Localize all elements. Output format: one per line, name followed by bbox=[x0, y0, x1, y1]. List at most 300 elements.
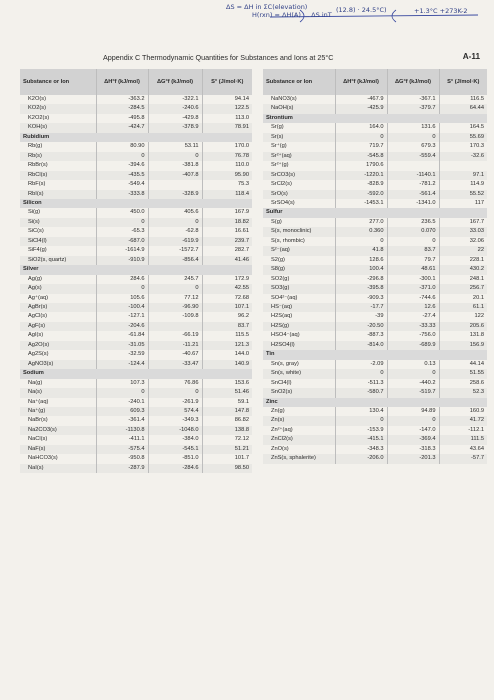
enthalpy-cell: -153.9 bbox=[335, 426, 387, 435]
gibbs-cell: -1140.1 bbox=[387, 171, 439, 180]
substance-cell: Na⁺(g) bbox=[20, 407, 96, 416]
entropy-cell: 16.61 bbox=[234, 228, 249, 235]
table-row bbox=[263, 152, 487, 161]
enthalpy-cell: -284.5 bbox=[96, 104, 148, 113]
substance-cell: Sn(s, gray) bbox=[263, 360, 335, 369]
table-row bbox=[263, 199, 487, 208]
substance-cell: H2S(aq) bbox=[263, 312, 335, 321]
enthalpy-cell: -31.05 bbox=[96, 341, 148, 350]
gibbs-cell: -545.1 bbox=[148, 445, 202, 454]
gibbs-cell: -378.9 bbox=[148, 123, 202, 132]
table-row bbox=[263, 426, 487, 435]
gibbs-cell: -349.3 bbox=[148, 416, 202, 425]
enthalpy-cell: -580.7 bbox=[335, 388, 387, 397]
gibbs-cell: 574.4 bbox=[148, 407, 202, 416]
table-row bbox=[20, 322, 252, 331]
section-title: Zinc bbox=[263, 398, 487, 407]
entropy-cell: 59.1 bbox=[237, 398, 249, 405]
table-row bbox=[20, 208, 252, 217]
entropy-cell: 86.82 bbox=[234, 417, 249, 424]
enthalpy-cell: 719.7 bbox=[335, 142, 387, 151]
substance-cell: Ag(s) bbox=[20, 284, 96, 293]
gibbs-cell: -328.9 bbox=[148, 190, 202, 199]
gibbs-cell: -62.8 bbox=[148, 227, 202, 236]
substance-cell: RbCl(s) bbox=[20, 171, 96, 180]
substance-cell: SO2(g) bbox=[263, 275, 335, 284]
col-header-enthalpy: ΔH°f (kJ/mol) bbox=[335, 69, 387, 95]
gibbs-cell: -756.0 bbox=[387, 331, 439, 340]
table-row bbox=[20, 142, 252, 151]
gibbs-cell: -1572.7 bbox=[148, 246, 202, 255]
table-row bbox=[263, 416, 487, 425]
gibbs-cell: 131.6 bbox=[387, 123, 439, 132]
substance-cell: AgF(s) bbox=[20, 322, 96, 331]
substance-cell: Rb(g) bbox=[20, 142, 96, 151]
entropy-cell: 160.9 bbox=[469, 407, 484, 414]
entropy-cell: 75.3 bbox=[237, 181, 249, 188]
entropy-cell: 167.7 bbox=[469, 218, 484, 225]
entropy-cell: 114.9 bbox=[470, 181, 484, 188]
substance-cell: Sr²⁺(aq) bbox=[263, 152, 335, 161]
enthalpy-cell: 277.0 bbox=[335, 218, 387, 227]
gibbs-cell: 0 bbox=[387, 416, 439, 425]
entropy-cell: 55.52 bbox=[439, 190, 487, 199]
substance-cell: H2SO4(l) bbox=[263, 341, 335, 350]
entropy-cell: 118.4 bbox=[202, 190, 252, 199]
enthalpy-cell: -909.3 bbox=[335, 294, 387, 303]
gibbs-cell: -367.1 bbox=[387, 95, 439, 104]
table-row bbox=[20, 275, 252, 284]
entropy-cell: 33.03 bbox=[439, 227, 487, 236]
enthalpy-cell: 164.0 bbox=[335, 123, 387, 132]
section-title: Strontium bbox=[263, 114, 487, 123]
gibbs-cell: -66.19 bbox=[148, 331, 202, 340]
enthalpy-cell: -394.6 bbox=[96, 161, 148, 170]
gibbs-cell: -371.0 bbox=[387, 284, 439, 293]
entropy-cell bbox=[439, 161, 487, 170]
substance-cell: Na(g) bbox=[20, 379, 96, 388]
substance-cell: AgBr(s) bbox=[20, 303, 96, 312]
entropy-cell: 44.14 bbox=[469, 360, 484, 367]
enthalpy-cell: -204.6 bbox=[96, 322, 148, 331]
gibbs-cell: -619.9 bbox=[148, 237, 202, 246]
gibbs-cell: -1048.0 bbox=[148, 426, 202, 435]
enthalpy-cell: -828.9 bbox=[335, 180, 387, 189]
col-header-substance: Substance or Ion bbox=[263, 69, 335, 95]
table-row bbox=[263, 133, 487, 142]
table-row bbox=[263, 237, 487, 246]
entropy-cell: 110.0 bbox=[235, 162, 249, 169]
enthalpy-cell: -415.1 bbox=[335, 435, 387, 444]
table-row bbox=[263, 388, 487, 397]
enthalpy-cell: -61.84 bbox=[96, 331, 148, 340]
substance-cell: S8(g) bbox=[263, 265, 335, 274]
substance-cell: ZnCl2(s) bbox=[263, 435, 335, 444]
enthalpy-cell: -549.4 bbox=[96, 180, 148, 189]
substance-cell: RbBr(s) bbox=[20, 161, 96, 170]
gibbs-cell bbox=[387, 161, 439, 170]
gibbs-cell: -851.0 bbox=[148, 454, 202, 463]
gibbs-cell: -318.3 bbox=[387, 445, 439, 454]
enthalpy-cell: -348.3 bbox=[335, 445, 387, 454]
entropy-cell: 111.5 bbox=[439, 435, 487, 444]
gibbs-cell: -33.33 bbox=[387, 322, 439, 331]
gibbs-cell: 53.11 bbox=[148, 142, 202, 151]
entropy-cell: 156.9 bbox=[439, 341, 487, 350]
entropy-cell: 228.1 bbox=[469, 256, 484, 263]
table-row bbox=[20, 104, 252, 113]
substance-cell: S(g) bbox=[263, 218, 335, 227]
entropy-cell: 55.69 bbox=[439, 133, 487, 142]
table-row bbox=[263, 331, 487, 340]
table-row bbox=[263, 341, 487, 350]
entropy-cell: 98.50 bbox=[202, 464, 252, 473]
gibbs-cell: 0 bbox=[148, 388, 202, 397]
substance-cell: NaBr(s) bbox=[20, 416, 96, 425]
entropy-cell: 83.7 bbox=[202, 322, 252, 331]
table-row bbox=[20, 454, 252, 463]
substance-cell: SrO(s) bbox=[263, 190, 335, 199]
entropy-cell: -32.6 bbox=[439, 152, 487, 161]
entropy-cell: 61.1 bbox=[439, 303, 487, 312]
enthalpy-cell: -32.59 bbox=[96, 350, 148, 359]
enthalpy-cell: -296.8 bbox=[335, 275, 387, 284]
enthalpy-cell: 0 bbox=[335, 416, 387, 425]
table-row bbox=[20, 171, 252, 180]
substance-cell: NaNO3(s) bbox=[263, 95, 335, 104]
gibbs-cell: -559.4 bbox=[387, 152, 439, 161]
table-row bbox=[263, 407, 487, 416]
entropy-cell: 147.8 bbox=[202, 407, 252, 416]
table-row bbox=[263, 445, 487, 454]
gibbs-cell: -1341.0 bbox=[387, 199, 439, 208]
entropy-cell: 78.91 bbox=[202, 123, 252, 132]
enthalpy-cell: -424.7 bbox=[96, 123, 148, 132]
entropy-cell: 51.21 bbox=[202, 445, 252, 454]
gibbs-cell: 77.12 bbox=[148, 294, 202, 303]
gibbs-cell: -240.6 bbox=[148, 104, 202, 113]
page-header bbox=[20, 52, 486, 66]
table-row bbox=[263, 227, 487, 236]
entropy-cell: 95.90 bbox=[202, 171, 252, 180]
enthalpy-cell: -575.4 bbox=[96, 445, 148, 454]
table-row bbox=[20, 416, 252, 425]
col-header-enthalpy: ΔH°f (kJ/mol) bbox=[96, 69, 148, 95]
enthalpy-cell: 450.0 bbox=[96, 208, 148, 217]
entropy-cell: 72.12 bbox=[234, 436, 249, 443]
thermo-table-left bbox=[20, 69, 252, 473]
entropy-cell: 117 bbox=[474, 199, 484, 206]
enthalpy-cell: -240.1 bbox=[96, 398, 148, 407]
entropy-cell: 170.0 bbox=[234, 143, 249, 150]
gibbs-cell: -689.9 bbox=[387, 341, 439, 350]
gibbs-cell: 405.6 bbox=[148, 208, 202, 217]
table-row bbox=[263, 303, 487, 312]
section-title: Tin bbox=[263, 350, 487, 359]
entropy-cell: 97.1 bbox=[439, 171, 487, 180]
entropy-cell: 167.9 bbox=[234, 209, 249, 216]
enthalpy-cell: -425.9 bbox=[335, 104, 387, 113]
substance-cell: Sn(s, white) bbox=[263, 369, 335, 378]
entropy-cell: 52.3 bbox=[439, 388, 487, 397]
table-row bbox=[263, 218, 487, 227]
entropy-cell: 18.82 bbox=[202, 218, 252, 227]
table-row bbox=[263, 246, 487, 255]
entropy-cell: 76.78 bbox=[202, 152, 252, 161]
substance-cell: Na2CO3(s) bbox=[20, 426, 96, 435]
gibbs-cell: 12.6 bbox=[387, 303, 439, 312]
substance-cell: Si(g) bbox=[20, 208, 96, 217]
entropy-cell: 122 bbox=[474, 313, 484, 320]
gibbs-cell: -381.8 bbox=[148, 161, 202, 170]
gibbs-cell: -322.1 bbox=[148, 95, 202, 104]
entropy-cell: 258.6 bbox=[469, 379, 484, 386]
enthalpy-cell: -100.4 bbox=[96, 303, 148, 312]
enthalpy-cell: 0 bbox=[96, 388, 148, 397]
gibbs-cell: -369.4 bbox=[387, 435, 439, 444]
entropy-cell: 430.2 bbox=[439, 265, 487, 274]
entropy-cell: 122.5 bbox=[202, 104, 252, 113]
substance-cell: AgI(s) bbox=[20, 331, 96, 340]
substance-cell: SrSO4(s) bbox=[263, 199, 335, 208]
table-row bbox=[20, 341, 252, 350]
substance-cell: Ag2O(s) bbox=[20, 341, 96, 350]
substance-cell: Sr⁺(g) bbox=[263, 142, 335, 151]
substance-cell: NaF(s) bbox=[20, 445, 96, 454]
enthalpy-cell: -206.0 bbox=[335, 454, 387, 463]
gibbs-cell: 79.7 bbox=[387, 256, 439, 265]
substance-cell: S2(g) bbox=[263, 256, 335, 265]
table-row bbox=[20, 284, 252, 293]
table-row bbox=[263, 171, 487, 180]
table-row bbox=[263, 369, 487, 378]
gibbs-cell bbox=[148, 180, 202, 189]
substance-cell: Na(s) bbox=[20, 388, 96, 397]
entropy-cell: 121.3 bbox=[202, 341, 252, 350]
gibbs-cell: 48.61 bbox=[387, 265, 439, 274]
enthalpy-cell: -2.09 bbox=[335, 360, 387, 369]
table-row bbox=[263, 123, 487, 132]
entropy-cell: 256.7 bbox=[439, 284, 487, 293]
gibbs-cell: 0 bbox=[387, 237, 439, 246]
gibbs-cell: -519.7 bbox=[387, 388, 439, 397]
table-row bbox=[20, 246, 252, 255]
enthalpy-cell: 130.4 bbox=[335, 407, 387, 416]
gibbs-cell: 76.86 bbox=[148, 379, 202, 388]
enthalpy-cell: -592.0 bbox=[335, 190, 387, 199]
substance-cell: ZnO(s) bbox=[263, 445, 335, 454]
enthalpy-cell: 0 bbox=[335, 369, 387, 378]
gibbs-cell: 0 bbox=[387, 369, 439, 378]
substance-cell: S²⁻(aq) bbox=[263, 246, 335, 255]
handwritten-note-1: ΔS = ΔH in ΣC(elevation) bbox=[226, 3, 308, 11]
substance-cell: NaHCO3(s) bbox=[20, 454, 96, 463]
enthalpy-cell: -950.8 bbox=[96, 454, 148, 463]
enthalpy-cell: -287.9 bbox=[96, 464, 148, 473]
table-row bbox=[263, 454, 487, 463]
enthalpy-cell: 100.4 bbox=[335, 265, 387, 274]
substance-cell: HSO4⁻(aq) bbox=[263, 331, 335, 340]
enthalpy-cell: -333.8 bbox=[96, 190, 148, 199]
section-title: Silicon bbox=[20, 199, 252, 208]
table-row bbox=[263, 435, 487, 444]
table-row bbox=[20, 388, 252, 397]
page-number: A-11 bbox=[462, 52, 480, 61]
section-header bbox=[20, 199, 252, 208]
substance-cell: AgCl(s) bbox=[20, 312, 96, 321]
enthalpy-cell: 107.3 bbox=[96, 379, 148, 388]
entropy-cell: 94.14 bbox=[234, 96, 249, 102]
enthalpy-cell: -361.4 bbox=[96, 416, 148, 425]
table-row bbox=[20, 464, 252, 473]
gibbs-cell: -744.6 bbox=[387, 294, 439, 303]
substance-cell: RbI(s) bbox=[20, 190, 96, 199]
substance-cell: SiC(s) bbox=[20, 227, 96, 236]
enthalpy-cell: 609.3 bbox=[96, 407, 148, 416]
gibbs-cell: 245.7 bbox=[148, 275, 202, 284]
table-row bbox=[20, 435, 252, 444]
enthalpy-cell: 0 bbox=[96, 152, 148, 161]
table-row bbox=[20, 227, 252, 236]
table-row bbox=[20, 123, 252, 132]
section-title: Sodium bbox=[20, 369, 252, 378]
table-row bbox=[263, 312, 487, 321]
table-row bbox=[20, 303, 252, 312]
table-row bbox=[20, 256, 252, 265]
entropy-cell: 20.1 bbox=[472, 294, 484, 301]
gibbs-cell: -407.8 bbox=[148, 171, 202, 180]
entropy-cell: 153.6 bbox=[234, 379, 249, 386]
enthalpy-cell: -395.8 bbox=[335, 284, 387, 293]
enthalpy-cell: -887.3 bbox=[335, 331, 387, 340]
col-header-gibbs: ΔG°f (kJ/mol) bbox=[148, 69, 202, 95]
table-row bbox=[263, 256, 487, 265]
table-row bbox=[20, 407, 252, 416]
gibbs-cell: -379.7 bbox=[387, 104, 439, 113]
entropy-cell: 42.55 bbox=[202, 284, 252, 293]
substance-cell: ZnS(s, sphalerite) bbox=[263, 454, 335, 463]
enthalpy-cell: -910.9 bbox=[96, 256, 148, 265]
enthalpy-cell: 0.360 bbox=[335, 227, 387, 236]
gibbs-cell: -201.3 bbox=[387, 454, 439, 463]
substance-cell: NaOH(s) bbox=[263, 104, 335, 113]
enthalpy-cell: 0 bbox=[335, 237, 387, 246]
enthalpy-cell: -65.3 bbox=[96, 227, 148, 236]
gibbs-cell: -11.21 bbox=[148, 341, 202, 350]
substance-cell: SrCl2(s) bbox=[263, 180, 335, 189]
enthalpy-cell: -467.9 bbox=[335, 95, 387, 104]
entropy-cell: 41.46 bbox=[202, 256, 252, 265]
substance-cell: Rb(s) bbox=[20, 152, 96, 161]
table-row bbox=[263, 95, 487, 104]
enthalpy-cell: 128.6 bbox=[335, 256, 387, 265]
table-row bbox=[263, 104, 487, 113]
gibbs-cell: 679.3 bbox=[387, 142, 439, 151]
table-row bbox=[20, 152, 252, 161]
entropy-cell: 43.64 bbox=[469, 445, 484, 452]
substance-cell: SiCl4(l) bbox=[20, 237, 96, 246]
substance-cell: Ag2S(s) bbox=[20, 350, 96, 359]
gibbs-cell: -781.2 bbox=[387, 180, 439, 189]
table-row bbox=[20, 218, 252, 227]
col-header-substance: Substance or Ion bbox=[20, 69, 96, 95]
substance-cell: SO4²⁻(aq) bbox=[263, 294, 335, 303]
table-row bbox=[20, 312, 252, 321]
entropy-cell: 164.5 bbox=[469, 124, 484, 131]
entropy-cell: 22 bbox=[439, 246, 487, 255]
substance-cell: Sr²⁺(g) bbox=[263, 161, 335, 170]
entropy-cell: 32.06 bbox=[469, 237, 484, 244]
table-row bbox=[20, 379, 252, 388]
gibbs-cell bbox=[148, 322, 202, 331]
handwritten-note-4: +1.3°C +273K-2 bbox=[414, 7, 468, 15]
table-row bbox=[263, 142, 487, 151]
gibbs-cell: -33.47 bbox=[148, 360, 202, 369]
page-title: Appendix C Thermodynamic Quantities for Substances and Ions at 25°C bbox=[103, 53, 334, 62]
section-header bbox=[20, 133, 252, 142]
enthalpy-cell: -435.5 bbox=[96, 171, 148, 180]
enthalpy-cell: -814.0 bbox=[335, 341, 387, 350]
handwritten-note-2: H(rxn) = ΔH(A) ... ΔS inT bbox=[252, 11, 332, 19]
table-row bbox=[20, 360, 252, 369]
col-header-entropy: S° (J/mol·K) bbox=[202, 69, 252, 95]
substance-cell: SO3(g) bbox=[263, 284, 335, 293]
enthalpy-cell: -411.1 bbox=[96, 435, 148, 444]
table-row bbox=[263, 284, 487, 293]
substance-cell: K2O2(s) bbox=[20, 114, 96, 123]
gibbs-cell: 0.13 bbox=[387, 360, 439, 369]
gibbs-cell: 94.89 bbox=[387, 407, 439, 416]
section-title: Sulfur bbox=[263, 208, 487, 217]
enthalpy-cell: 0 bbox=[335, 133, 387, 142]
entropy-cell: 116.5 bbox=[470, 96, 484, 102]
enthalpy-cell: 284.6 bbox=[96, 275, 148, 284]
enthalpy-cell: -124.4 bbox=[96, 360, 148, 369]
entropy-cell: 107.1 bbox=[202, 303, 252, 312]
section-header bbox=[263, 208, 487, 217]
enthalpy-cell: 105.6 bbox=[96, 294, 148, 303]
entropy-cell: 205.6 bbox=[439, 322, 487, 331]
section-header bbox=[263, 398, 487, 407]
enthalpy-cell: -1614.9 bbox=[96, 246, 148, 255]
enthalpy-cell: -1220.1 bbox=[335, 171, 387, 180]
substance-cell: S(s, rhombic) bbox=[263, 237, 335, 246]
substance-cell: KO2(s) bbox=[20, 104, 96, 113]
table-row bbox=[263, 180, 487, 189]
enthalpy-cell: -687.0 bbox=[96, 237, 148, 246]
substance-cell: NaCl(s) bbox=[20, 435, 96, 444]
enthalpy-cell: 0 bbox=[96, 284, 148, 293]
table-row bbox=[263, 360, 487, 369]
gibbs-cell: 236.5 bbox=[387, 218, 439, 227]
entropy-cell: 131.8 bbox=[469, 332, 484, 339]
enthalpy-cell: -127.1 bbox=[96, 312, 148, 321]
table-row bbox=[20, 95, 252, 104]
table-row bbox=[20, 190, 252, 199]
gibbs-cell: 0 bbox=[148, 152, 202, 161]
entropy-cell: 172.9 bbox=[234, 275, 249, 282]
gibbs-cell: 0 bbox=[148, 284, 202, 293]
table-row bbox=[20, 237, 252, 246]
entropy-cell: -112.1 bbox=[468, 426, 484, 433]
substance-cell: SiF4(g) bbox=[20, 246, 96, 255]
enthalpy-cell: -511.3 bbox=[335, 379, 387, 388]
entropy-cell: 41.72 bbox=[439, 416, 487, 425]
gibbs-cell: -429.8 bbox=[148, 114, 202, 123]
substance-cell: RbF(s) bbox=[20, 180, 96, 189]
table-row bbox=[20, 331, 252, 340]
substance-cell: AgNO3(s) bbox=[20, 360, 96, 369]
